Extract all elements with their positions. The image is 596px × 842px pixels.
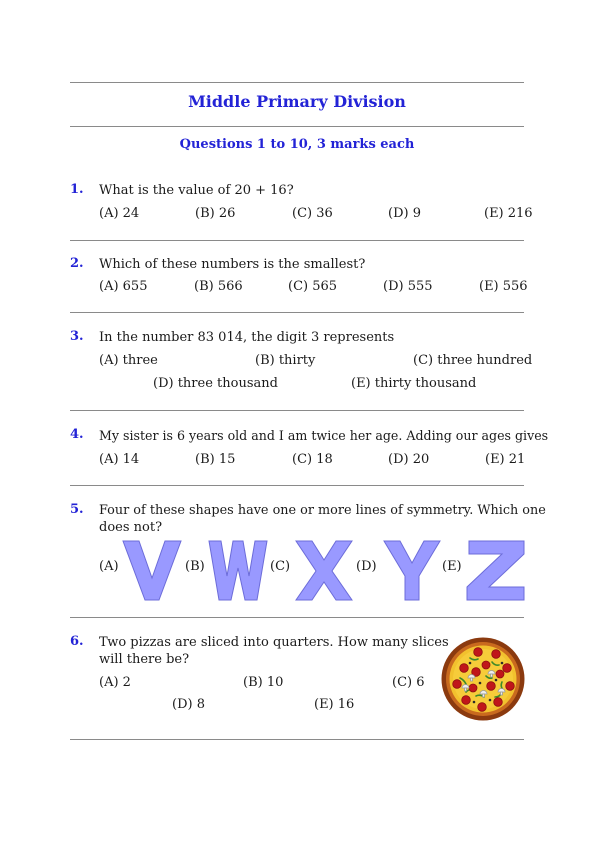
- question-3-option-d[interactable]: (D) three thousand: [153, 376, 278, 391]
- question-3-option-c[interactable]: (C) three hundred: [413, 353, 533, 368]
- page-title: Middle Primary Division: [188, 92, 406, 111]
- question-6-text-line-2: will there be?: [99, 652, 190, 667]
- question-4-option-b[interactable]: (B) 15: [195, 452, 236, 467]
- pizza-illustration: [440, 636, 526, 722]
- question-1-option-c[interactable]: (C) 36: [292, 206, 333, 221]
- question-divider: [70, 617, 524, 618]
- question-4-option-a[interactable]: (A) 14: [99, 452, 140, 467]
- letter-y-shape: [381, 540, 443, 602]
- question-5-option-e[interactable]: (E): [442, 559, 462, 574]
- question-6-option-c[interactable]: (C) 6: [392, 675, 425, 690]
- question-4-number: 4.: [70, 427, 84, 442]
- question-2-option-e[interactable]: (E) 556: [479, 279, 528, 294]
- question-2-option-a[interactable]: (A) 655: [99, 279, 148, 294]
- section-subtitle: Questions 1 to 10, 3 marks each: [179, 137, 415, 152]
- question-6-option-d[interactable]: (D) 8: [172, 697, 205, 712]
- question-4-option-c[interactable]: (C) 18: [292, 452, 333, 467]
- title-rule: [70, 126, 524, 127]
- letter-z-shape: [465, 540, 527, 602]
- question-5-number: 5.: [70, 502, 84, 517]
- question-divider: [70, 410, 524, 411]
- letter-w-shape: [207, 540, 269, 602]
- question-3-text: In the number 83 014, the digit 3 represents: [99, 330, 395, 345]
- question-5-option-a[interactable]: (A): [99, 559, 119, 574]
- question-2-text: Which of these numbers is the smallest?: [99, 257, 366, 272]
- top-rule: [70, 82, 524, 83]
- question-4-option-e[interactable]: (E) 21: [485, 452, 526, 467]
- question-3-option-a[interactable]: (A) three: [99, 353, 158, 368]
- question-5-option-b[interactable]: (B): [185, 559, 205, 574]
- question-6-option-e[interactable]: (E) 16: [314, 697, 355, 712]
- letter-x-shape: [293, 540, 355, 602]
- question-4-option-d[interactable]: (D) 20: [388, 452, 430, 467]
- question-6-number: 6.: [70, 634, 84, 649]
- question-divider: [70, 312, 524, 313]
- question-2-number: 2.: [70, 256, 84, 271]
- question-6-option-a[interactable]: (A) 2: [99, 675, 131, 690]
- question-divider: [70, 485, 524, 486]
- question-4-text: My sister is 6 years old and I am twice her age. Adding our ages gives: [99, 428, 549, 443]
- question-5-option-d[interactable]: (D): [356, 559, 377, 574]
- question-2-option-c[interactable]: (C) 565: [288, 279, 338, 294]
- question-6-text-line-1: Two pizzas are sliced into quarters. How many slices: [99, 635, 449, 650]
- question-6-option-b[interactable]: (B) 10: [243, 675, 284, 690]
- question-1-text: What is the value of 20 + 16?: [99, 183, 294, 198]
- question-3-option-b[interactable]: (B) thirty: [255, 353, 316, 368]
- question-1-option-e[interactable]: (E) 216: [484, 206, 533, 221]
- question-3-number: 3.: [70, 329, 84, 344]
- question-5-text-line-1: Four of these shapes have one or more lines of symmetry. Which one: [99, 503, 546, 518]
- question-1-option-a[interactable]: (A) 24: [99, 206, 140, 221]
- question-5-text-line-2: does not?: [99, 520, 163, 535]
- question-1-number: 1.: [70, 182, 84, 197]
- question-1-option-b[interactable]: (B) 26: [195, 206, 236, 221]
- question-5-option-c[interactable]: (C): [270, 559, 291, 574]
- bottom-rule: [70, 739, 524, 740]
- question-2-option-b[interactable]: (B) 566: [194, 279, 243, 294]
- question-3-option-e[interactable]: (E) thirty thousand: [351, 376, 477, 391]
- question-divider: [70, 240, 524, 241]
- question-1-option-d[interactable]: (D) 9: [388, 206, 421, 221]
- letter-v-shape: [121, 540, 183, 602]
- question-2-option-d[interactable]: (D) 555: [383, 279, 433, 294]
